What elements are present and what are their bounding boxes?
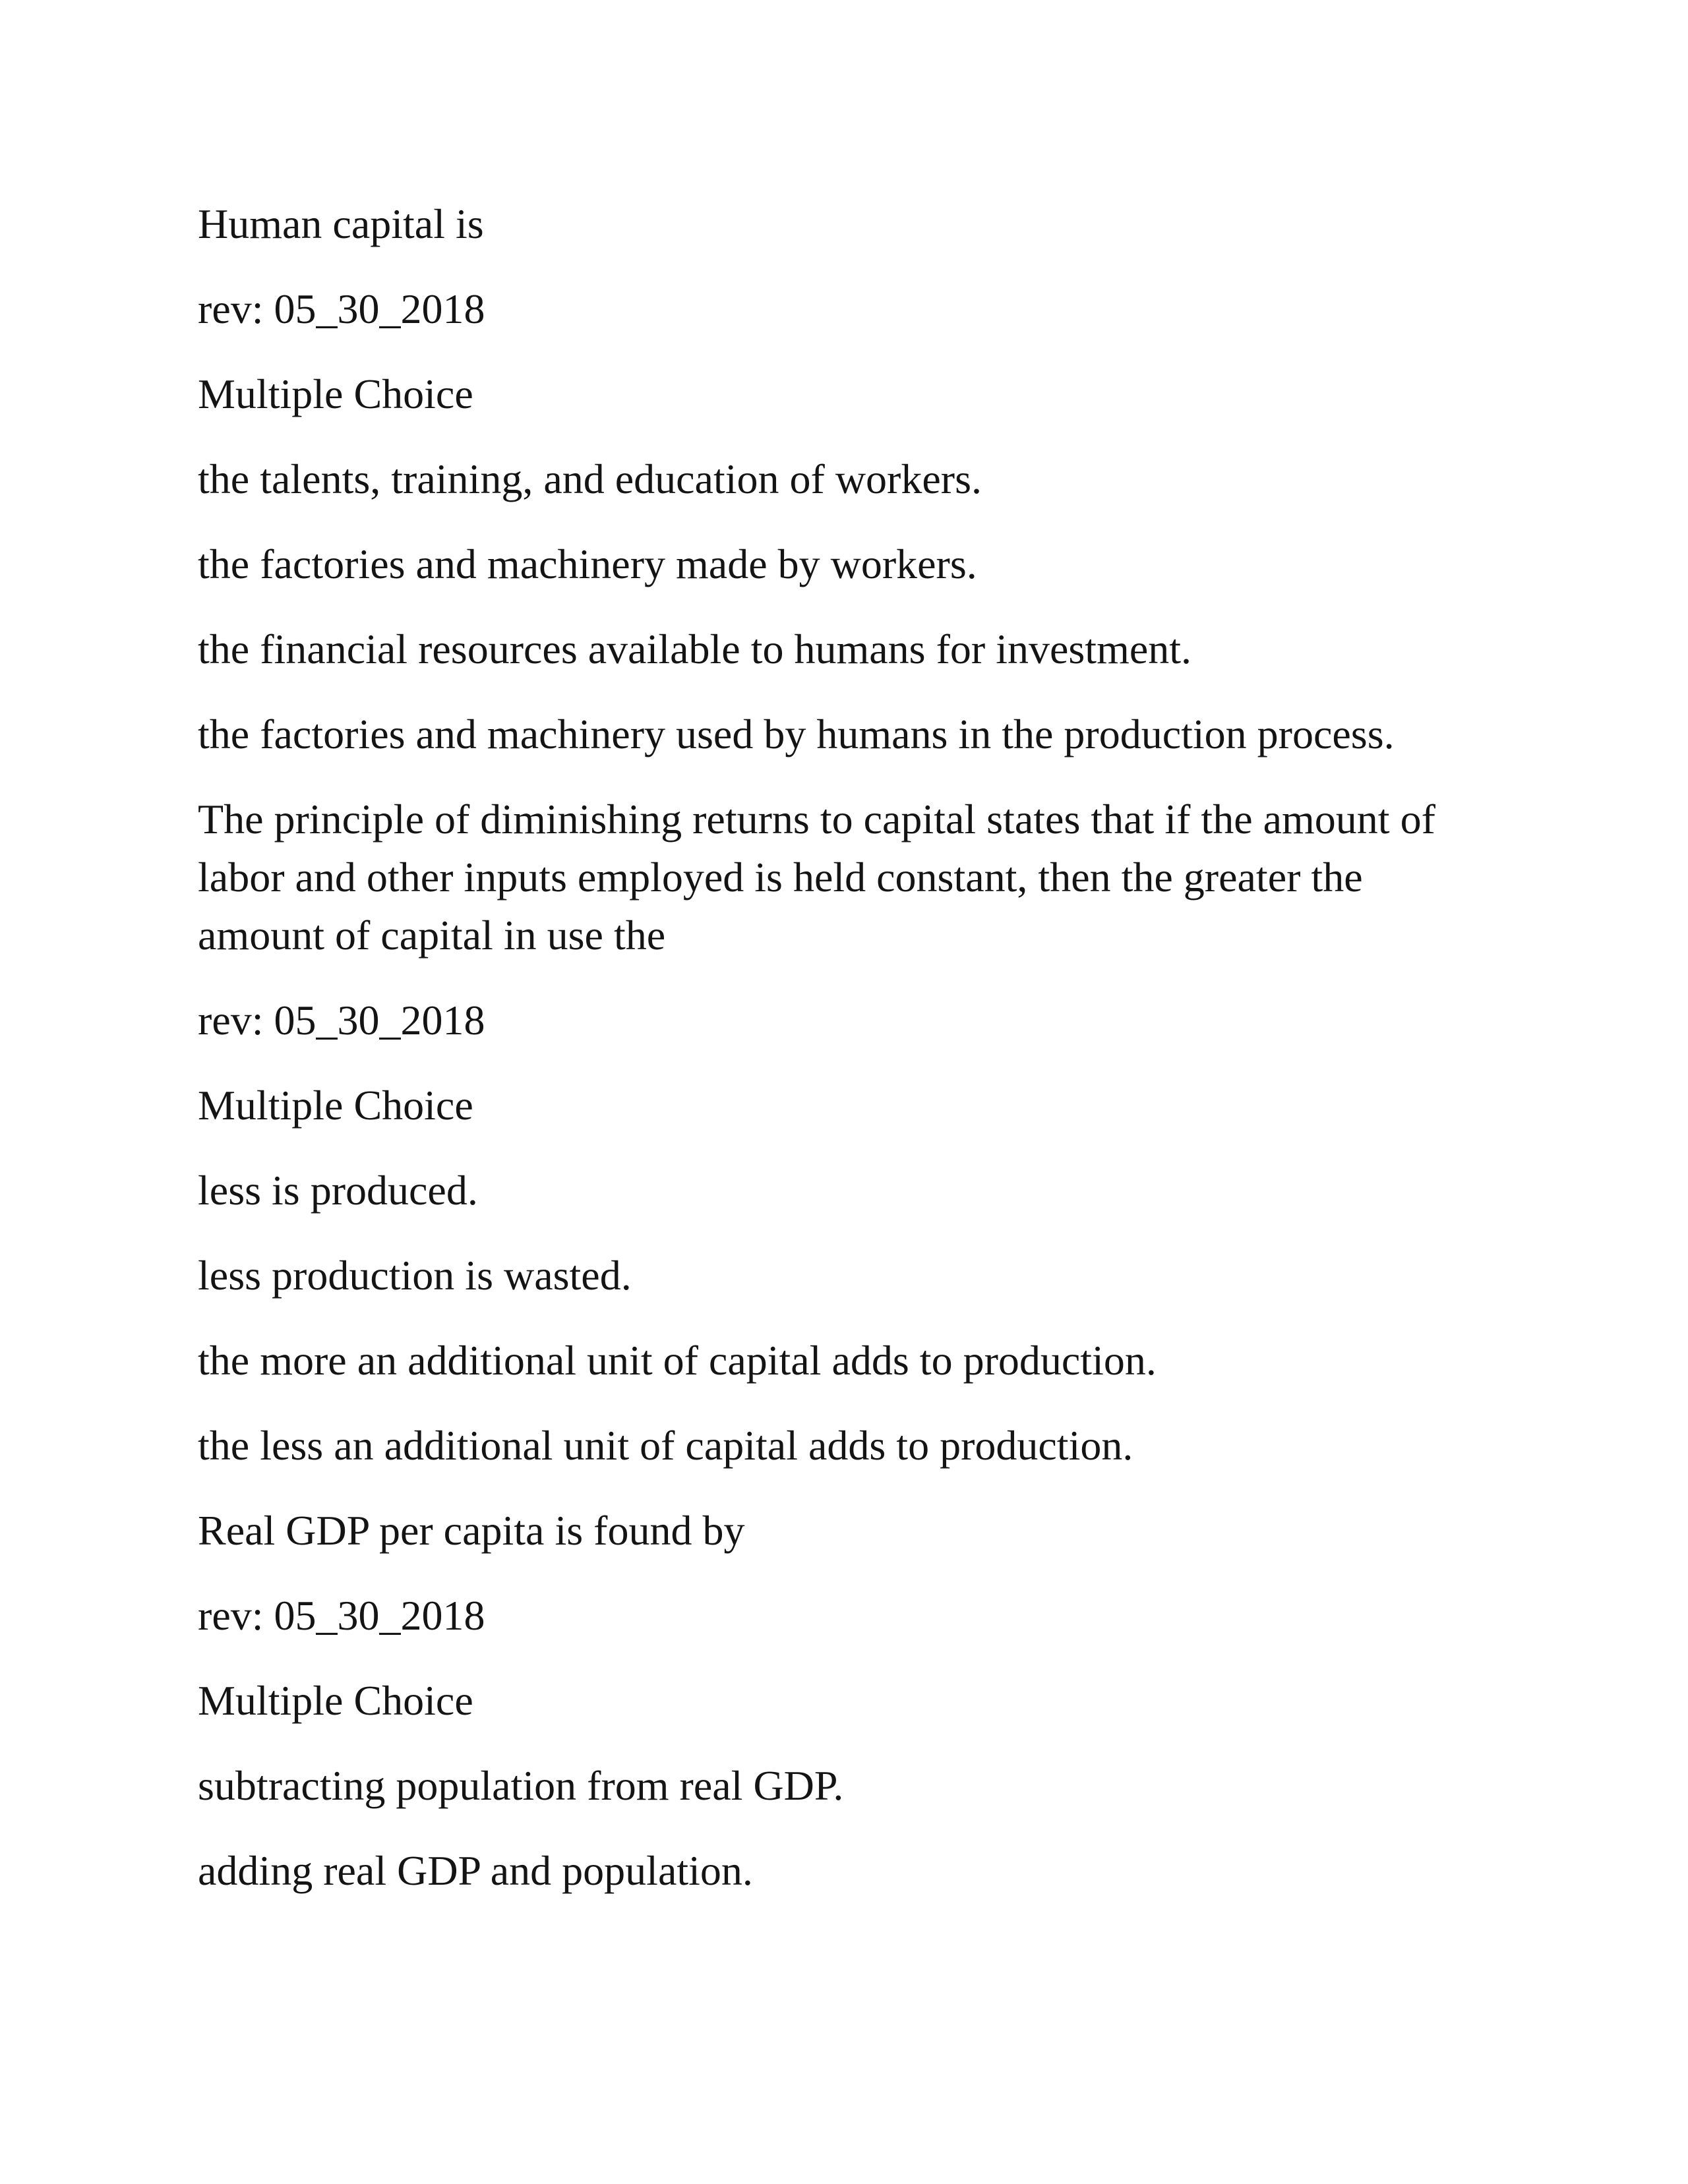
question-2-prompt: The principle of diminishing returns to capital states that if the amount of labor and other inputs employed is held constant, then the greater the amount of capital in use the — [198, 796, 1435, 959]
question-2-type: Multiple Choice — [198, 1082, 473, 1129]
question-2-option-2: less production is wasted. — [198, 1252, 632, 1299]
question-2-option-3: the more an additional unit of capital adds to production. — [198, 1337, 1157, 1384]
question-1-option-4: the factories and machinery used by humans in the production process. — [198, 711, 1395, 757]
question-1-option-3: the financial resources available to humans for investment. — [198, 626, 1192, 672]
document-content — [198, 195, 1490, 1927]
question-2-revision: rev: 05_30_2018 — [198, 997, 485, 1044]
question-1-revision: rev: 05_30_2018 — [198, 285, 485, 332]
question-1-type: Multiple Choice — [198, 370, 473, 417]
question-3-option-2: adding real GDP and population. — [198, 1847, 753, 1894]
question-1-prompt: Human capital is — [198, 200, 484, 247]
question-3-type: Multiple Choice — [198, 1677, 473, 1724]
question-3-revision: rev: 05_30_2018 — [198, 1592, 485, 1639]
question-3-option-1: subtracting population from real GDP. — [198, 1762, 844, 1809]
question-3-prompt: Real GDP per capita is found by — [198, 1507, 745, 1554]
question-1-option-2: the factories and machinery made by workers. — [198, 541, 977, 587]
question-2-option-4: the less an additional unit of capital adds to production. — [198, 1422, 1133, 1469]
question-1-option-1: the talents, training, and education of workers. — [198, 456, 982, 502]
question-2-option-1: less is produced. — [198, 1167, 478, 1214]
